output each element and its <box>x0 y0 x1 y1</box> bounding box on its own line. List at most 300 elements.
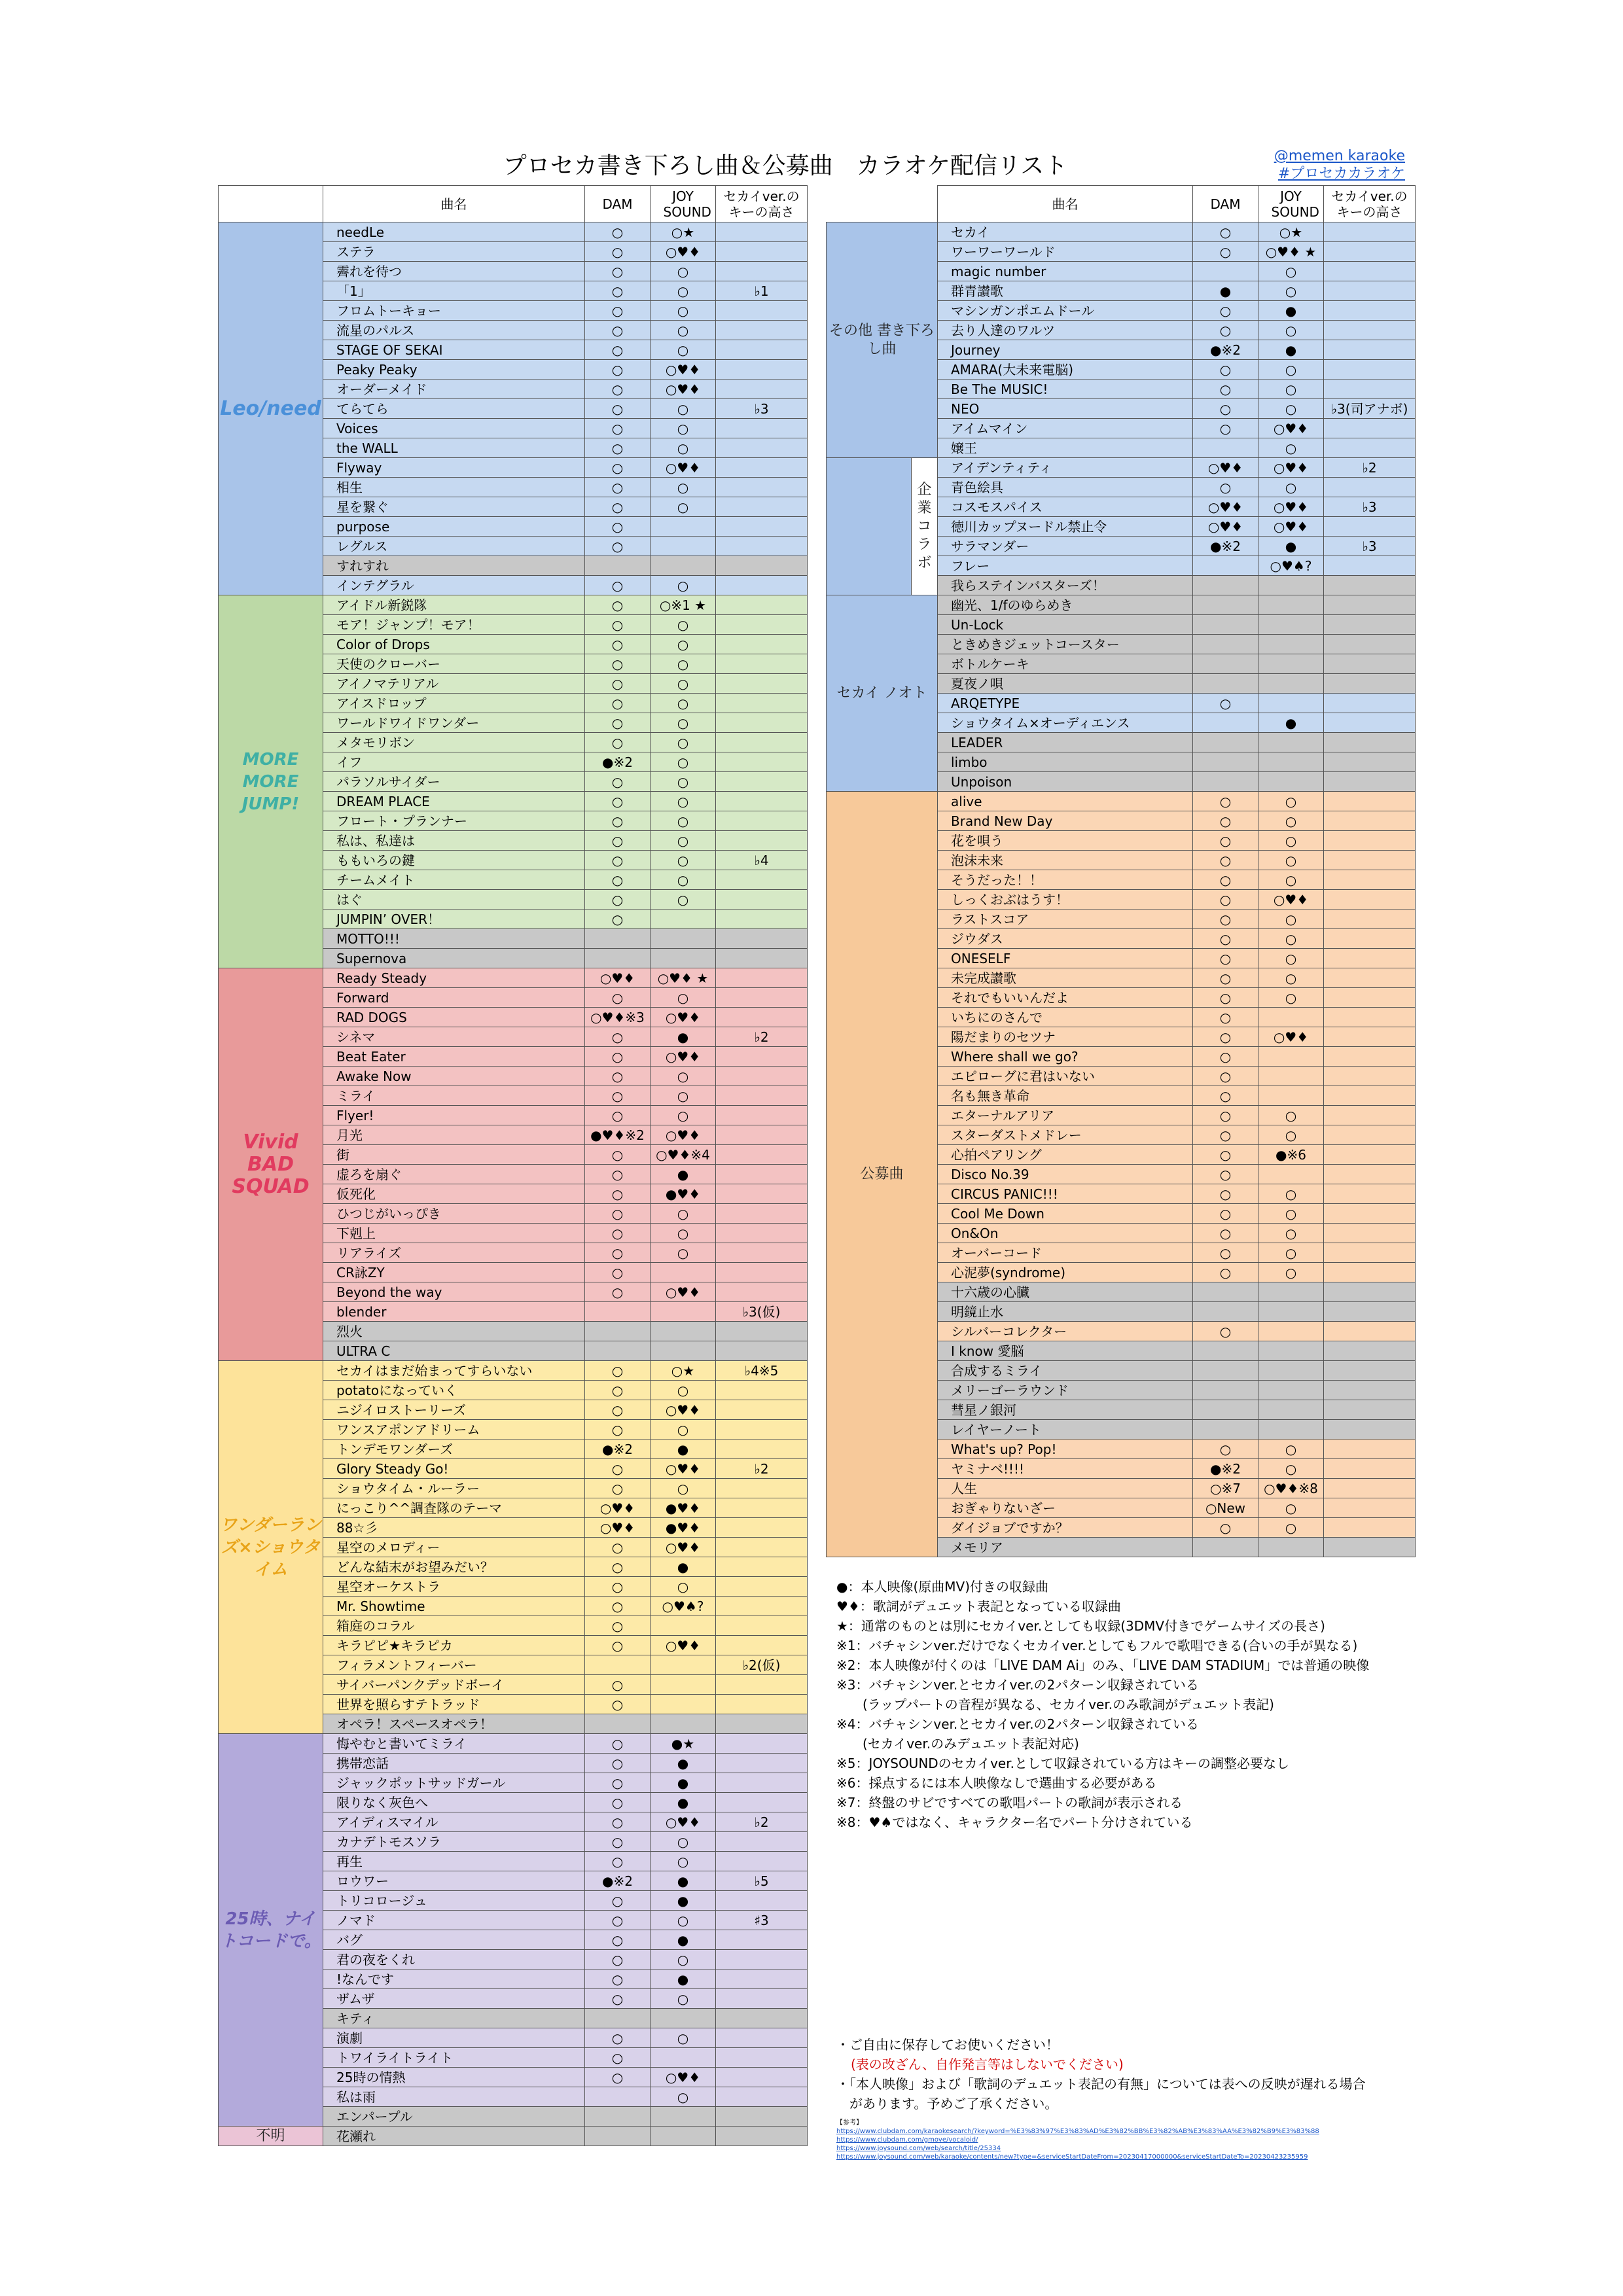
joysound-cell <box>651 1714 716 1734</box>
joysound-cell: ○♥♦ ★ <box>651 968 716 988</box>
joysound-cell: ○★ <box>1258 222 1324 242</box>
unit-logo: 25時、ナイトコードで。 <box>220 1909 321 1951</box>
dam-cell: ○ <box>585 478 651 497</box>
joysound-cell: ○♥♦ <box>651 242 716 262</box>
song-name: Journey <box>938 340 1193 360</box>
joysound-cell: ○ <box>651 281 716 301</box>
joysound-cell: ○ <box>1258 399 1324 419</box>
dam-cell: ○ <box>1193 1263 1258 1282</box>
joysound-cell: ○ <box>651 811 716 831</box>
dam-cell: ○ <box>585 910 651 929</box>
song-name: チームメイト <box>323 870 585 890</box>
key-cell <box>716 615 808 635</box>
key-cell <box>1324 1224 1416 1243</box>
joysound-cell <box>1258 1381 1324 1400</box>
key-cell <box>716 1145 808 1165</box>
joysound-cell: ○♥♦ <box>651 2068 716 2087</box>
song-name: limbo <box>938 752 1193 772</box>
dam-cell: ○♥♦ <box>585 1498 651 1518</box>
dam-cell <box>1193 556 1258 576</box>
joysound-cell: ○ <box>651 654 716 674</box>
song-name: エピローグに君はいない <box>938 1067 1193 1086</box>
dam-cell: ○ <box>585 870 651 890</box>
joysound-cell: ○ <box>1258 968 1324 988</box>
song-name: はぐ <box>323 890 585 910</box>
dam-cell <box>1193 635 1258 654</box>
song-name: Mr. Showtime <box>323 1597 585 1616</box>
song-name: STAGE OF SEKAI <box>323 340 585 360</box>
joysound-cell: ○※1 ★ <box>651 595 716 615</box>
author-handles <box>1274 147 1405 183</box>
joysound-cell: ○ <box>1258 360 1324 380</box>
key-cell <box>716 1675 808 1695</box>
group-header-cell <box>219 186 323 222</box>
key-cell <box>1324 1420 1416 1439</box>
dam-cell <box>1193 1341 1258 1361</box>
song-name: フロート・プランナー <box>323 811 585 831</box>
key-cell: ♭2 <box>716 1812 808 1832</box>
joysound-cell: ○ <box>651 635 716 654</box>
song-name: キラピピ★キラピカ <box>323 1636 585 1655</box>
joysound-cell <box>1258 576 1324 595</box>
song-name: 相生 <box>323 478 585 497</box>
key-cell <box>1324 949 1416 968</box>
song-name: Glory Steady Go! <box>323 1459 585 1479</box>
ref-link[interactable]: https://www.joysound.com/web/search/title/25334 <box>836 2145 1001 2152</box>
key-cell <box>1324 1282 1416 1302</box>
joysound-cell: ○ <box>651 792 716 811</box>
joysound-cell: ○ <box>651 2028 716 2048</box>
key-cell <box>716 1439 808 1459</box>
song-name: コスモスパイス <box>938 497 1193 517</box>
left-table-header-row <box>219 186 808 222</box>
joysound-cell: ○ <box>651 1106 716 1125</box>
song-name: 未完成讃歌 <box>938 968 1193 988</box>
key-cell <box>716 1125 808 1145</box>
dam-cell: ○ <box>585 635 651 654</box>
key-cell <box>1324 1165 1416 1184</box>
joysound-cell: ○♥♦ <box>651 1125 716 1145</box>
key-cell <box>716 1950 808 1969</box>
dam-cell: ○ <box>1193 949 1258 968</box>
key-cell <box>1324 851 1416 870</box>
joysound-cell: ○ <box>651 870 716 890</box>
dam-cell <box>585 1341 651 1361</box>
song-name: 星空のメロディー <box>323 1538 585 1557</box>
joysound-cell <box>1258 1341 1324 1361</box>
joysound-cell: ○ <box>651 1243 716 1263</box>
ref-link[interactable]: https://www.clubdam.com/karaokesearch/?keyword=%E3%83%97%E3%83%AD%E3%82%BB%E3%82%AB%E3%83%AA%E3%82%B9%E3%83%88 <box>836 2128 1319 2135</box>
dam-cell: ○※7 <box>1193 1479 1258 1498</box>
song-name: アイスドロップ <box>323 694 585 713</box>
key-cell <box>716 2107 808 2127</box>
joysound-cell: ○♥♠? <box>651 1597 716 1616</box>
song-name: トンデモワンダーズ <box>323 1439 585 1459</box>
dam-cell: ○ <box>585 1793 651 1812</box>
key-cell <box>716 1341 808 1361</box>
key-cell <box>1324 654 1416 674</box>
key-cell: ♭2 <box>1324 458 1416 478</box>
joysound-cell: ● <box>651 1930 716 1950</box>
key-cell <box>1324 517 1416 537</box>
joysound-cell: ○ <box>1258 851 1324 870</box>
key-cell <box>1324 380 1416 399</box>
song-name: モア！ジャンプ！モア！ <box>323 615 585 635</box>
joysound-cell <box>1258 1322 1324 1341</box>
joysound-cell <box>651 537 716 556</box>
song-name: 花を唄う <box>938 831 1193 851</box>
legend-item: ※5：JOYSOUNDのセカイver.として収録されている方はキーの調整必要なし <box>836 1756 1289 1771</box>
table-row <box>219 2127 808 2146</box>
song-name: アイディスマイル <box>323 1812 585 1832</box>
song-name: 泡沫未来 <box>938 851 1193 870</box>
dam-cell: ●※2 <box>1193 537 1258 556</box>
key-cell <box>716 517 808 537</box>
joysound-cell <box>651 2009 716 2028</box>
joysound-cell: ○ <box>651 301 716 321</box>
song-name: アイムマイン <box>938 419 1193 438</box>
song-name: スターダストメドレー <box>938 1125 1193 1145</box>
song-name: トワイライトライト <box>323 2048 585 2068</box>
key-cell <box>716 1773 808 1793</box>
song-name: フィラメントフィーバー <box>323 1655 585 1675</box>
key-cell <box>716 811 808 831</box>
dam-cell: ○ <box>1193 870 1258 890</box>
song-name: needLe <box>323 222 585 242</box>
twitter-handle-link[interactable]: @memen karaoke <box>1274 148 1405 164</box>
joysound-cell: ○ <box>1258 1518 1324 1538</box>
song-name: 天使のクローバー <box>323 654 585 674</box>
legend-item: (ラップパートの音程が異なる、セカイver.のみ歌詞がデュエット表記) <box>836 1697 1274 1712</box>
key-cell <box>716 792 808 811</box>
joysound-cell: ○♥♦ <box>651 1538 716 1557</box>
dam-cell: ○ <box>585 301 651 321</box>
joysound-cell <box>651 1322 716 1341</box>
song-name: CR詠ZY <box>323 1263 585 1282</box>
key-cell <box>716 831 808 851</box>
key-cell <box>716 1852 808 1871</box>
dam-cell: ○ <box>585 242 651 262</box>
dam-cell <box>585 1322 651 1341</box>
key-cell <box>1324 576 1416 595</box>
key-cell <box>716 2087 808 2107</box>
dam-cell: ○ <box>585 713 651 733</box>
dam-cell: ○ <box>585 399 651 419</box>
joysound-cell: ●♥♦ <box>651 1518 716 1538</box>
joysound-cell <box>651 1263 716 1282</box>
joysound-cell: ○ <box>651 1086 716 1106</box>
joysound-cell: ○ <box>651 988 716 1008</box>
key-cell <box>1324 733 1416 752</box>
song-name: blender <box>323 1302 585 1322</box>
legend-item: ※2：本人映像が付くのは「LIVE DAM Ai」のみ、「LIVE DAM STADIUM」では普通の映像 <box>836 1657 1370 1673</box>
dam-cell: ○ <box>585 1361 651 1381</box>
key-cell <box>716 1106 808 1125</box>
dam-cell: ●※2 <box>585 752 651 772</box>
joysound-cell: ○ <box>651 497 716 517</box>
dam-cell: ○ <box>1193 1439 1258 1459</box>
joysound-cell <box>651 949 716 968</box>
dam-cell: ○ <box>585 1047 651 1067</box>
joysound-cell <box>1258 1538 1324 1557</box>
dam-cell: ○ <box>585 1165 651 1184</box>
joysound-cell: ○ <box>651 713 716 733</box>
right-table-header-row <box>827 186 1416 222</box>
key-cell <box>716 929 808 949</box>
key-cell <box>716 438 808 458</box>
joysound-cell <box>651 1695 716 1714</box>
song-name: AMARA(大未来電脳) <box>938 360 1193 380</box>
group-label: 不明 <box>256 2127 285 2144</box>
joysound-cell: ○ <box>651 576 716 595</box>
key-cell <box>1324 595 1416 615</box>
song-name: オーダーメイド <box>323 380 585 399</box>
key-cell <box>716 1930 808 1950</box>
dam-cell: ○ <box>585 1891 651 1911</box>
group-cell <box>219 1734 323 2127</box>
dam-cell: ○ <box>1193 851 1258 870</box>
joysound-cell: ○ <box>651 1911 716 1930</box>
group-label: 企業 コラボ <box>917 481 932 571</box>
key-cell <box>716 1695 808 1714</box>
key-cell <box>1324 1145 1416 1165</box>
joysound-cell: ●♥♦ <box>651 1498 716 1518</box>
key-cell <box>716 1989 808 2009</box>
dam-cell: ○ <box>1193 1145 1258 1165</box>
song-name: ニジイロストーリーズ <box>323 1400 585 1420</box>
song-name: 心拍ペアリング <box>938 1145 1193 1165</box>
joysound-cell: ● <box>651 1773 716 1793</box>
song-name: 星空オーケストラ <box>323 1577 585 1597</box>
key-cell <box>716 1243 808 1263</box>
key-cell <box>1324 890 1416 910</box>
dam-cell: ○ <box>585 497 651 517</box>
song-name: On&On <box>938 1224 1193 1243</box>
key-cell <box>716 2028 808 2048</box>
dam-cell: ○ <box>585 1616 651 1636</box>
dam-cell <box>1193 262 1258 281</box>
joysound-cell <box>651 1675 716 1695</box>
song-name: 人生 <box>938 1479 1193 1498</box>
key-cell <box>716 2009 808 2028</box>
key-cell <box>716 772 808 792</box>
key-cell <box>1324 301 1416 321</box>
song-name: 下剋上 <box>323 1224 585 1243</box>
dam-cell: ○ <box>585 890 651 910</box>
dam-cell: ○ <box>585 1263 651 1282</box>
song-name: Peaky Peaky <box>323 360 585 380</box>
joysound-cell: ○♥♦ <box>651 1282 716 1302</box>
table-row <box>827 458 1416 478</box>
dam-cell <box>585 556 651 576</box>
song-name: 十六歳の心臓 <box>938 1282 1193 1302</box>
key-cell <box>716 949 808 968</box>
dam-cell: ○ <box>585 321 651 340</box>
joysound-cell: ○ <box>651 1067 716 1086</box>
joysound-cell: ○ <box>651 1989 716 2009</box>
song-name: ダイジョブですか？ <box>938 1518 1193 1538</box>
dam-cell: ○ <box>1193 242 1258 262</box>
key-cell <box>1324 360 1416 380</box>
joysound-cell <box>651 1655 716 1675</box>
key-cell: ♭1 <box>716 281 808 301</box>
joysound-cell <box>1258 674 1324 694</box>
header-key-label: セカイver.の キーの高さ <box>1331 188 1408 220</box>
dam-cell <box>585 929 651 949</box>
joysound-cell: ● <box>651 1891 716 1911</box>
key-cell <box>1324 262 1416 281</box>
song-name: 仮死化 <box>323 1184 585 1204</box>
ref-link[interactable]: https://www.clubdam.com/gmove/vocaloid/ <box>836 2136 978 2144</box>
key-cell <box>716 733 808 752</box>
joysound-cell: ○♥♦ <box>1258 1027 1324 1047</box>
dam-cell: ○ <box>585 1479 651 1498</box>
key-cell <box>1324 1479 1416 1498</box>
joysound-cell: ○ <box>651 1852 716 1871</box>
dam-cell: ●※2 <box>1193 340 1258 360</box>
key-cell <box>1324 752 1416 772</box>
joysound-cell: ●※6 <box>1258 1145 1324 1165</box>
song-name: 花瀬れ <box>323 2127 585 2146</box>
key-cell <box>1324 1243 1416 1263</box>
table-row <box>827 792 1416 811</box>
key-cell <box>716 1636 808 1655</box>
key-cell <box>716 713 808 733</box>
key-cell <box>1324 1459 1416 1479</box>
dam-cell: ○ <box>585 1067 651 1086</box>
song-name: 悔やむと書いてミライ <box>323 1734 585 1754</box>
dam-cell: ○ <box>585 1145 651 1165</box>
song-name: Brand New Day <box>938 811 1193 831</box>
dam-cell <box>1193 733 1258 752</box>
key-cell: ♭3 <box>716 399 808 419</box>
song-name: 名も無き革命 <box>938 1086 1193 1106</box>
joysound-cell: ○ <box>1258 792 1324 811</box>
key-cell <box>716 380 808 399</box>
song-name: にっこり^^調査隊のテーマ <box>323 1498 585 1518</box>
joysound-cell: ○ <box>1258 438 1324 458</box>
joysound-cell: ○ <box>1258 281 1324 301</box>
dam-cell <box>1193 595 1258 615</box>
dam-cell: ○ <box>585 1243 651 1263</box>
dam-cell: ○ <box>1193 811 1258 831</box>
song-name: 徳川カップヌードル禁止令 <box>938 517 1193 537</box>
joysound-cell: ○♥♦ <box>651 458 716 478</box>
joysound-cell <box>651 1616 716 1636</box>
dam-cell: ○ <box>585 1930 651 1950</box>
hashtag-link[interactable]: #プロセカカラオケ <box>1278 166 1405 182</box>
dam-cell: ●※2 <box>1193 1459 1258 1479</box>
key-cell: ♯3 <box>716 1911 808 1930</box>
group-cell <box>912 458 938 595</box>
song-name: 合成するミライ <box>938 1361 1193 1381</box>
unit-logo: MORE MORE JUMP! <box>241 749 300 814</box>
joysound-cell: ● <box>651 1165 716 1184</box>
group-cell <box>827 458 912 595</box>
key-cell <box>716 262 808 281</box>
song-name: エターナルアリア <box>938 1106 1193 1125</box>
header-joysound-label: JOY SOUND <box>663 188 711 220</box>
song-name: ひつじがいっぴき <box>323 1204 585 1224</box>
song-name: 陽だまりのセツナ <box>938 1027 1193 1047</box>
key-cell <box>716 1557 808 1577</box>
dam-cell: ○ <box>585 222 651 242</box>
key-cell <box>1324 556 1416 576</box>
dam-cell: ○New <box>1193 1498 1258 1518</box>
song-name: トリコロージュ <box>323 1891 585 1911</box>
song-name: Where shall we go? <box>938 1047 1193 1067</box>
joysound-cell: ○ <box>651 1832 716 1852</box>
dam-cell: ○ <box>585 380 651 399</box>
joysound-cell: ○ <box>1258 988 1324 1008</box>
key-cell <box>1324 988 1416 1008</box>
group-label: その他 書き下ろし曲 <box>829 322 935 357</box>
ref-link[interactable]: https://www.joysound.com/web/karaoke/contents/new?type=&serviceStartDateFrom=20230417000000&serviceStartDateTo=20230423235959 <box>836 2153 1308 2161</box>
song-name: Voices <box>323 419 585 438</box>
joysound-cell: ● <box>1258 340 1324 360</box>
key-cell: ♭5 <box>716 1871 808 1891</box>
key-cell: ♭3 <box>1324 497 1416 517</box>
group-cell <box>219 1361 323 1734</box>
joysound-cell <box>1258 595 1324 615</box>
dam-cell: ○ <box>1193 1106 1258 1125</box>
dam-cell: ○ <box>1193 478 1258 497</box>
joysound-cell: ● <box>651 1969 716 1989</box>
joysound-cell: ○ <box>1258 321 1324 340</box>
key-cell <box>1324 772 1416 792</box>
key-cell <box>716 1577 808 1597</box>
legend-item: ※4：バチャシンver.とセカイver.の2パターン収録されている <box>836 1716 1199 1732</box>
group-cell <box>219 595 323 968</box>
joysound-cell: ○ <box>1258 380 1324 399</box>
joysound-cell: ● <box>651 1871 716 1891</box>
song-name: 街 <box>323 1145 585 1165</box>
note-line-1: ・ご自由に保存してお使いください！ <box>836 2037 1059 2053</box>
song-name: Supernova <box>323 949 585 968</box>
dam-cell <box>1193 438 1258 458</box>
joysound-cell <box>1258 1165 1324 1184</box>
key-cell <box>716 1754 808 1773</box>
dam-cell: ○ <box>1193 1243 1258 1263</box>
song-name: 演劇 <box>323 2028 585 2048</box>
key-cell <box>1324 1125 1416 1145</box>
header-joysound <box>651 186 716 222</box>
song-name: 私は雨 <box>323 2087 585 2107</box>
dam-cell: ○ <box>585 1106 651 1125</box>
dam-cell: ○ <box>585 438 651 458</box>
dam-cell: ○ <box>1193 380 1258 399</box>
dam-cell: ○ <box>585 1086 651 1106</box>
table-row <box>827 222 1416 242</box>
song-name: サイバーパンクデッドボーイ <box>323 1675 585 1695</box>
dam-cell: ○ <box>585 1832 651 1852</box>
dam-cell: ○ <box>585 654 651 674</box>
joysound-cell: ●★ <box>651 1734 716 1754</box>
key-cell <box>716 1538 808 1557</box>
joysound-cell <box>1258 752 1324 772</box>
joysound-cell: ● <box>651 1557 716 1577</box>
dam-cell: ○♥♦ <box>585 968 651 988</box>
dam-cell: ○ <box>1193 222 1258 242</box>
joysound-cell: ○♥♦ <box>1258 419 1324 438</box>
song-name: セカイはまだ始まってすらいない <box>323 1361 585 1381</box>
dam-cell: ○ <box>1193 360 1258 380</box>
dam-cell: ○ <box>1193 890 1258 910</box>
key-cell <box>716 870 808 890</box>
dam-cell: ○♥♦ <box>1193 458 1258 478</box>
dam-cell <box>1193 713 1258 733</box>
song-name: サラマンダー <box>938 537 1193 556</box>
